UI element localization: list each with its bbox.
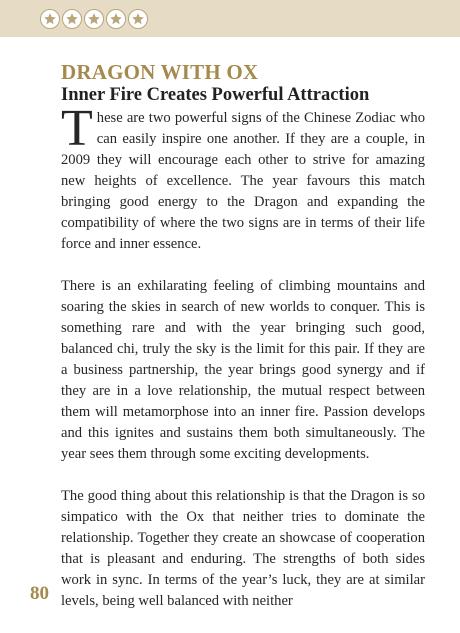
paragraph-1-text: hese are two powerful signs of the Chinese Zodiac who can easily inspire one another. If they are a couple, in 2009 they will encourage each other to strive for amazing new heights of excellence. The year favours this match bringing good energy to the Dragon and expanding the compatibility of where the two signs are in terms of their life force and inner essence. bbox=[61, 110, 425, 252]
star-icon bbox=[106, 9, 126, 29]
paragraph-1 bbox=[61, 100, 425, 255]
star-icon bbox=[128, 9, 148, 29]
header-band bbox=[0, 0, 460, 37]
article-subtitle: Inner Fire Creates Powerful Attraction bbox=[61, 85, 370, 105]
paragraph-2: There is an exhilarating feeling of climbing mountains and soaring the skies in search of new worlds to conquer. This is something rare and with the year bringing such good, balanced chi, truly the sky is the limit for this pair. If they are a business partnership, the year brings good synergy and if they are in a love relationship, the mutual respect between them will metamorphose into an inner fire. Passion develops and this ignites and sustains them both simultaneously. The year sees them through some exciting developments. bbox=[61, 278, 425, 462]
drop-cap: T bbox=[61, 100, 93, 157]
star-icon bbox=[40, 9, 60, 29]
article bbox=[61, 60, 425, 633]
paragraph-3: The good thing about this relationship is that the Dragon is so simpatico with the Ox that neither tries to dominate the relationship. Together they create an showcase of cooperation that is pleasant and enduring. The strengths of both sides work in sync. In terms of the year’s luck, they are at similar levels, being well balanced with neither bbox=[61, 488, 425, 609]
article-title: DRAGON WITH OX bbox=[61, 60, 259, 84]
rating-stars bbox=[40, 9, 148, 29]
star-icon bbox=[84, 9, 104, 29]
page-number: 80 bbox=[30, 583, 49, 604]
star-icon bbox=[62, 9, 82, 29]
